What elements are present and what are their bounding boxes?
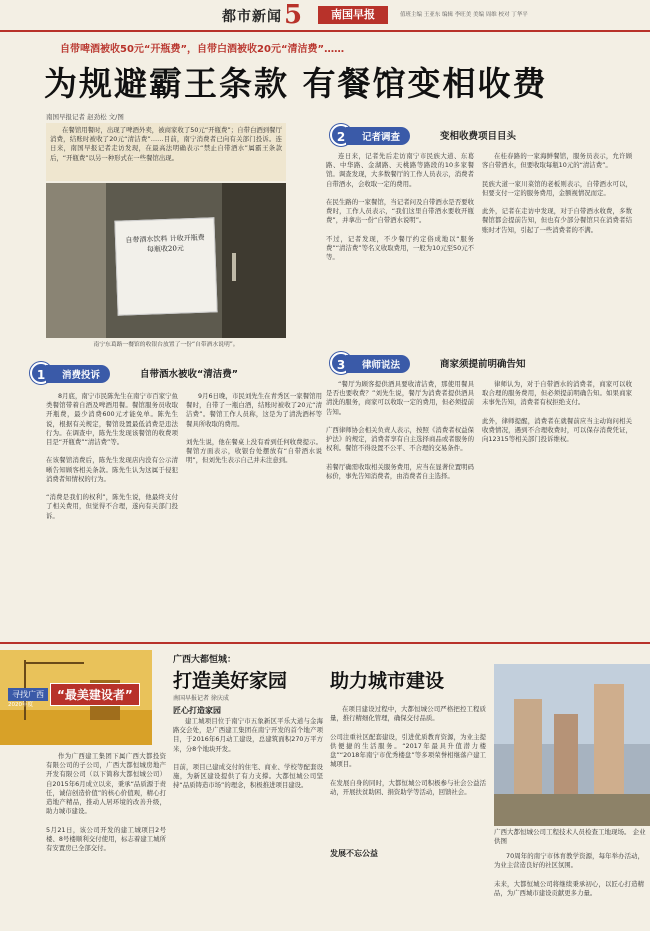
newspaper-logo: 南国早报 [318, 6, 388, 24]
story2-headline-a: 打造美好家园 [173, 670, 288, 692]
crane-arm [24, 662, 84, 664]
story1-byline: 南国早报记者 赵劲松 文/图 [46, 113, 124, 121]
page-number: 5 [284, 0, 303, 30]
deco-title: “最美建设者” [50, 683, 140, 706]
section-badge-3: 3 [330, 352, 352, 374]
story2-byline: 南国早报记者 徐庆成 [173, 695, 229, 702]
story1-kicker: 自带啤酒被收50元“开瓶费”，自带白酒被收20元“清洁费”…… [60, 44, 345, 55]
photo2-ground [494, 794, 650, 826]
section-title: 都市新闻 [222, 9, 282, 25]
section-badge-1: 1 [30, 362, 52, 384]
story1-photo [46, 183, 286, 338]
story2-subhead-b: 发展不忘公益 [330, 849, 378, 858]
deco-tag-a: 寻找广西 [8, 688, 48, 701]
section-title-1: 自带酒水被收“清洁费” [140, 369, 238, 380]
story-divider [0, 642, 650, 644]
staff-credits: 值班主编 王亚东 编辑 李旺美 美编 周维 校对 丁华平 [400, 12, 528, 18]
photo-wall [46, 183, 106, 338]
section-title-3: 商家须提前明确告知 [440, 359, 526, 370]
section-tag-2: 记者调查 [346, 127, 410, 145]
page-header [0, 0, 650, 32]
story1-lead: 在餐馆用餐时，出现了啤酒外卖，被商家收了50元“开瓶费”；自带白酒到餐厅消费，结账时被收了20元“清洁费”……目前，南宁消费者已向有关部门投诉。连日来，南国早报记者走访发现，在最高法明确表示“禁止自带酒水”属霸王条款后，“开瓶费”以另一种形式在一些餐馆出现。 [50, 126, 282, 162]
story2-headline-b: 助力城市建设 [330, 670, 445, 692]
photo-notice-sheet [114, 217, 217, 315]
story2-col4: 70周年的南宁市体育教学资源，每年举办活动，为业主营造良好的社区氛围。 未来，大都恒城公司将继续秉承初心，以匠心打造精品，为广西城市建设贡献更多力量。 [494, 852, 644, 897]
section-badge-2: 2 [330, 124, 352, 146]
story1-col5: “餐厅为顾客提供酒具要收清洁费，那使用餐具是否也要收费？”刘先生说，餐厅为消费者提供酒具清洗的服务，商家可以收取一定的费用，但必须提前告知。 广西律师协会相关负责人表示，按照《消费者权益保护法》的规定，消费者享有自主选择商品或者服务的权利。餐馆不得设置不公平、不合理的交易条件。 若餐厅确需收取相关服务费用，应当在显著位置明码标价，事先告知消费者，由消费者自主选择。 [326, 380, 474, 481]
photo2-building-1 [514, 699, 542, 809]
story1-headline: 为规避霸王条款 有餐馆变相收费 [44, 64, 548, 103]
story2-kicker: 广西大都恒城： [173, 655, 237, 665]
story1-photo-caption: 南宁东葛路一餐馆的收银台放置了一份“自带酒水说明”。 [93, 342, 239, 348]
story2-photo-caption: 广西大都恒城公司工程技术人员检查工地现场。 企业供图 [494, 828, 646, 845]
story2-subhead-a: 匠心打造家园 [173, 706, 221, 715]
story2-col2: 建工城项目位于南宁市五象新区平乐大道与金海路交会处，是广西建工集团在南宁开发的首个地产项目，于2016年6月动工建设，总建筑面积270万平方米，分8个地块开发。 目前，项目已建成交付的住宅、商业、学校等配套设施，为新区建设提供了有力支撑。大都恒城公司坚持“品质铸造市场”的理念，积极推进项目建设。 [173, 717, 323, 790]
section-title-2: 变相收费项目目头 [440, 131, 517, 142]
story1-col6: 律师认为，对于自带酒水的消费者，商家可以收取合理的服务费用，但必须提前明确告知。如果商家未事先告知，消费者有权拒绝支付。 此外，律师提醒，消费者在就餐前应当主动询问相关收费情况，遇到不合理收费时，可以保存消费凭证，向12315等相关部门投诉维权。 [482, 380, 632, 444]
story1-col1: 8月底，南宁市民陈先生在南宁市百家宁鱼类餐馆带着自酒及啤酒用餐。餐馆服务员收取开瓶费，最少消费600元才能免单。陈先生说，根据有关规定，餐馆设置最低消费是违法行为。在调查中，陈先生发现该餐馆的收费项目是“开瓶费”“清洁费”等。 在该餐馆消费后，陈先生发现店内没有公示清晰告知顾客相关条款。陈先生认为这属于侵犯消费者知情权的行为。 “消费是我们的权利”，陈先生说，他最终支付了相关费用，但觉得不合理，遂向有关部门投诉。 [46, 392, 178, 520]
story2-col3: 在项目建设过程中，大都恒城公司严格把控工程质量，推行精细化管理，确保交付品质。 公司注重社区配套建设，引进优质教育资源，为业主提供便捷的生活服务。“2017年最具升值潜力楼盘”“2018年南宁市优秀楼盘”等多项荣誉相继落户建工城项目。 在发展自身的同时，大都恒城公司积极参与社会公益活动，开展扶贫助困、捐资助学等活动，回馈社会。 [330, 705, 486, 796]
story1-col4: 在桂春路的一家海鲜餐馆，服务员表示，允许顾客自带酒水，但要收取每瓶10元的“清洁费”。 民族大道一家川菜馆的老板则表示，自带酒水可以，但要支付一定的服务费用，金额视情况而定。 此外，记者在走访中发现，对于自带酒水收费，多数餐馆都会提前告知，但也有少部分餐馆只在消费者结账时才告知，引起了一些消费者的不满。 [482, 152, 632, 234]
story2-photo [494, 664, 650, 826]
photo-notice-text: 自带酒水饮料 计收开瓶费 每瓶收20元 [125, 233, 205, 254]
section-tag-3: 律师说法 [346, 355, 410, 373]
deco-tag-b: 2020年度 [8, 702, 33, 708]
photo-door-handle [232, 253, 236, 281]
story1-col2: 9月6日晚，市民刘先生在青秀区一家餐馆用餐时，自带了一瓶白酒，结账时被收了20元“清洁费”。餐馆工作人员称，这是为了清洗酒杯等餐具所收取的费用。 刘先生说，他在餐桌上没有看到任何收费提示。餐馆方面表示，收银台处摆放有“自带酒水说明”，但刘先生表示自己并未注意到。 [186, 392, 322, 465]
story1-col3: 连日来，记者先后走访南宁市民族大道、东葛路、中华路、金湖路、天桃路等路段的10多家餐馆。调查发现，大多数餐厅的工作人员表示，消费者自带酒水，会收取一定的费用。 在民生路的一家餐馆，当记者问及自带酒水是否要收费时，工作人员表示，“我们这里自带酒水要收开瓶费”，并拿出一份“自带酒水说明”。 不过，记者发现，不少餐厅约定俗成地以“服务费”“清洁费”等名义收取费用，一般为10元至50元不等。 [326, 152, 474, 262]
section-tag-1: 消费投诉 [46, 365, 110, 383]
photo2-building-3 [594, 684, 624, 809]
story2-col1: 作为广西建工集团下属广西大都投资有限公司的子公司，广西大都恒城房地产开发有限公司（以下简称大都恒城公司）自2015年6月成立以来，秉承“品质源于责任，诚信创造价值”的核心价值观，精心打造地产精品，推动人居环境的改善升级，助力城市建设。 5月21日，该公司开发的建工城项目2号楼、8号楼顺利交付使用，标志着建工城所有安置房已全部交付。 [46, 752, 166, 853]
